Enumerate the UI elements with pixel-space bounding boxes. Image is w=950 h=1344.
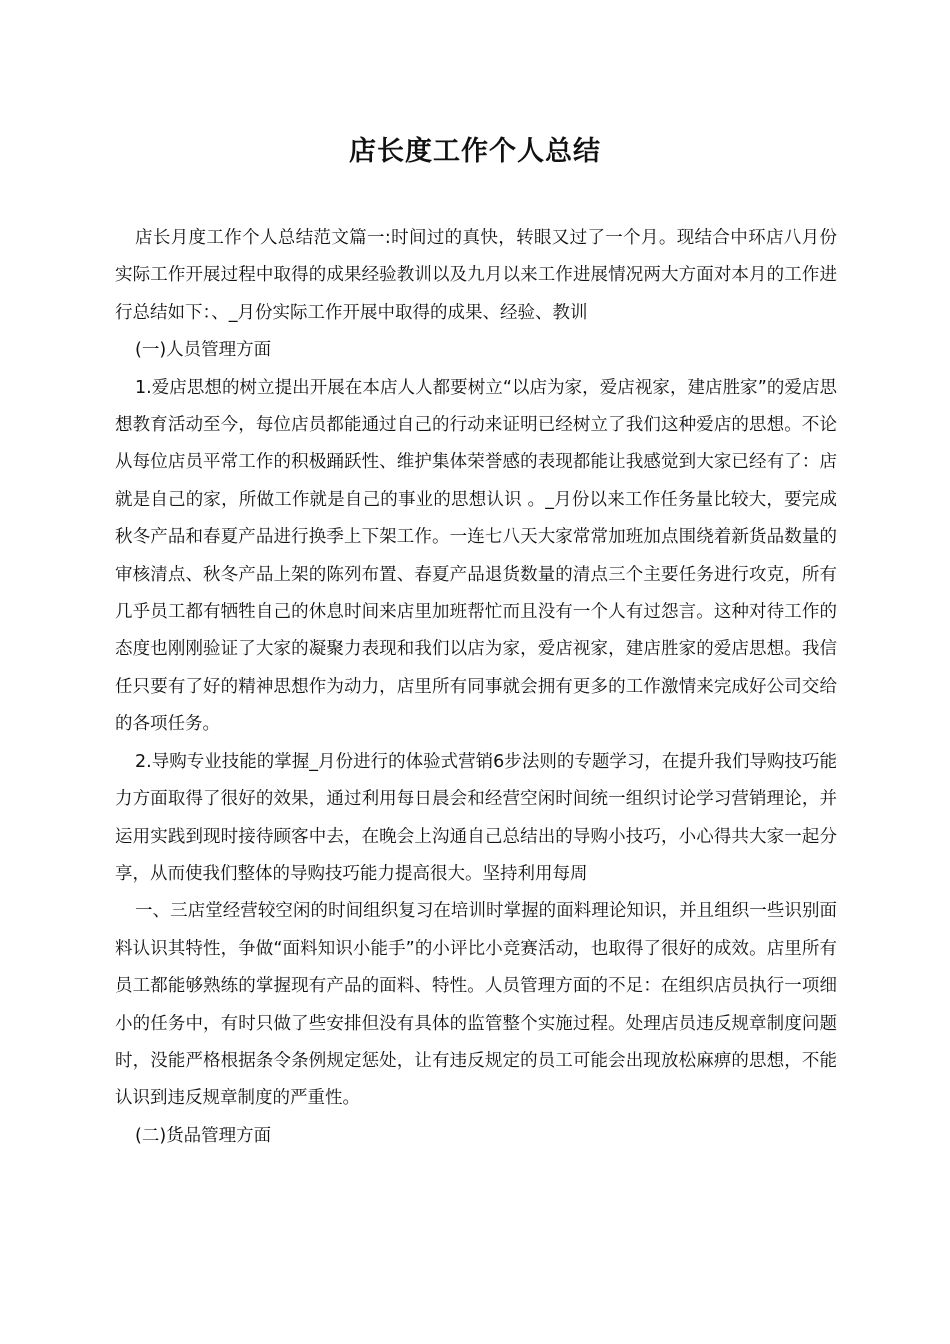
document-body [115,220,837,1155]
section-heading-goods: (二)货品管理方面 [135,1125,272,1146]
paragraph-sales-skills: 2.导购专业技能的掌握_月份进行的体验式营销6步法则的专题学习，在提升我们导购技巧能力方面取得了很好的效果，通过利用每日晨会和经营空闲时间统一组织讨论学习营销理论，并运用实践到现时接待顾客中去，在晚会上沟通自己总结出的导购小技巧，小心得共大家一起分享，从而使我们整体的导购技巧能力提高很大。坚持利用每周 [115,751,837,884]
paragraph-fabric-knowledge: 一、三店堂经营较空闲的时间组织复习在培训时掌握的面料理论知识，并且组织一些识别面料认识其特性，争做“面料知识小能手”的小评比小竞赛活动，也取得了很好的成效。店里所有员工都能够熟练的掌握现有产品的面料、特性。人员管理方面的不足：在组织店员执行一项细小的任务中，有时只做了些安排但没有具体的监管整个实施过程。处理店员违反规章制度问题时，没能严格根据条令条例规定惩处，让有违反规定的员工可能会出现放松麻痹的思想，不能认识到违反规章制度的严重性。 [115,901,837,1109]
section-heading-personnel: (一)人员管理方面 [135,340,272,361]
paragraph-intro: 店长月度工作个人总结范文篇一:时间过的真快，转眼又过了一个月。现结合中环店八月份实际工作开展过程中取得的成果经验教训以及九月以来工作进展情况两大方面对本月的工作进行总结如下：、_月份实际工作开展中取得的成果、经验、教训 [115,228,837,323]
document-title: 店长度工作个人总结 [349,136,601,167]
paragraph-love-store: 1.爱店思想的树立提出开展在本店人人都要树立“以店为家，爱店视家，建店胜家”的爱店思想教育活动至今，每位店员都能通过自己的行动来证明已经树立了我们这种爱店的思想。不论从每位店员平常工作的积极踊跃性、维护集体荣誉感的表现都能让我感觉到大家已经有了：店就是自己的家，所做工作就是自己的事业的思想认识 。_月份以来工作任务量比较大，要完成秋冬产品和春夏产品进行换季上下架工作。一连七八天大家常常加班加点围绕着新货品数量的审核清点、秋冬产品上架的陈列布置、春夏产品退货数量的清点三个主要任务进行攻克，所有几乎员工都有牺牲自己的休息时间来店里加班帮忙而且没有一个人有过怨言。这种对待工作的态度也刚刚验证了大家的凝聚力表现和我们以店为家，爱店视家，建店胜家的爱店思想。我信任只要有了好的精神思想作为动力，店里所有同事就会拥有更多的工作激情来完成好公司交给的各项任务。 [115,377,837,735]
